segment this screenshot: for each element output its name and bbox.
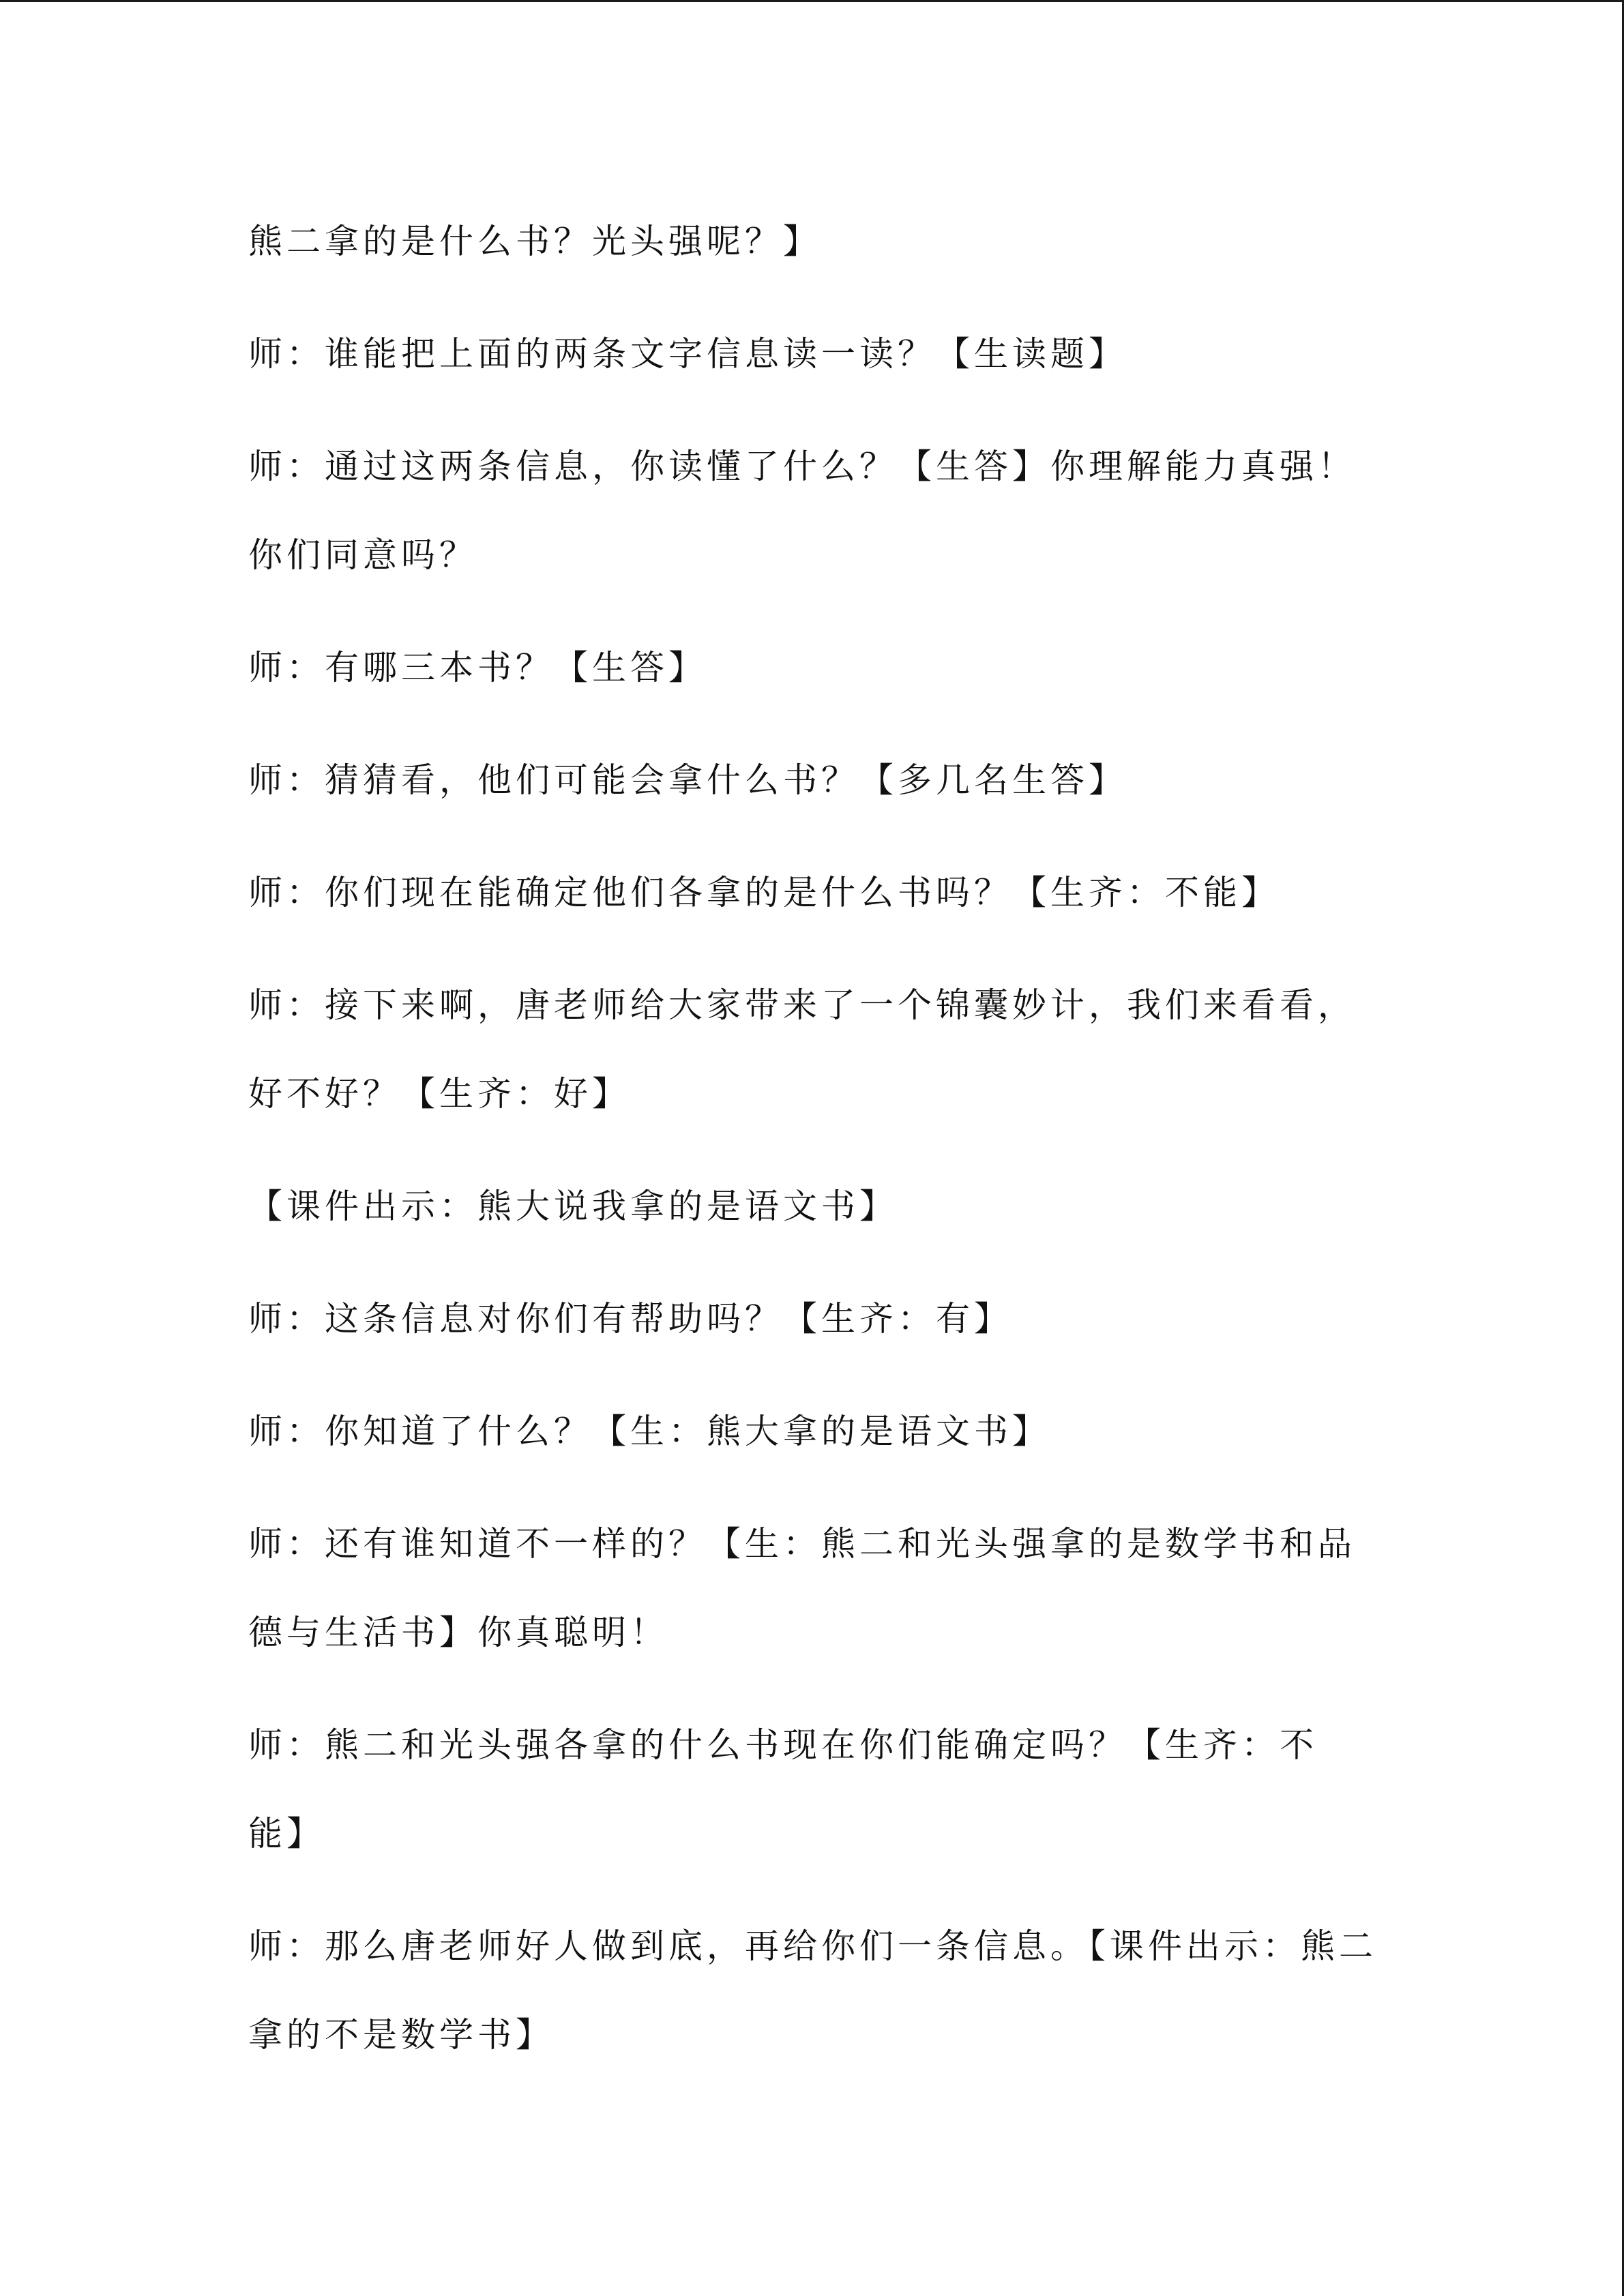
text-line: 拿的不是数学书】	[248, 2015, 554, 2055]
text-line: 师：通过这两条信息，你读懂了什么？【生答】你理解能力真强！	[248, 447, 1356, 486]
paragraph-teacher-understand	[248, 429, 1408, 606]
document-body	[248, 204, 1408, 2110]
text-line: 德与生活书】你真聪明！	[248, 1613, 668, 1652]
text-line: 【课件出示：熊大说我拿的是语文书】	[248, 1187, 898, 1226]
paragraph-teacher-different	[248, 1506, 1408, 1684]
text-line: 师：那么唐老师好人做到底，再给你们一条信息。【课件出示：熊二	[248, 1926, 1377, 1966]
paragraph-teacher-three-books	[248, 630, 1408, 719]
paragraph-teacher-xionger-determine	[248, 1708, 1408, 1885]
text-line: 能】	[248, 1814, 325, 1853]
text-line: 师：谁能把上面的两条文字信息读一读？【生读题】	[248, 334, 1127, 374]
text-line: 师：你们现在能确定他们各拿的是什么书吗？【生齐：不能】	[248, 873, 1280, 912]
text-line: 师：熊二和光头强各拿的什么书现在你们能确定吗？【生齐：不	[248, 1725, 1318, 1765]
paragraph-teacher-guess	[248, 743, 1408, 831]
paragraph-courseware-xiongda	[248, 1169, 1408, 1257]
text-line: 师：猜猜看，他们可能会拿什么书？【多几名生答】	[248, 760, 1127, 800]
text-line: 师：接下来啊，唐老师给大家带来了一个锦囊妙计，我们来看看，	[248, 985, 1356, 1025]
paragraph-continuation	[248, 204, 1408, 293]
text-line: 好不好？【生齐：好】	[248, 1074, 630, 1114]
text-line: 师：这条信息对你们有帮助吗？【生齐：有】	[248, 1299, 1012, 1339]
text-line: 师：你知道了什么？【生：熊大拿的是语文书】	[248, 1412, 1050, 1451]
text-line: 你们同意吗？	[248, 535, 477, 575]
paragraph-teacher-tips	[248, 968, 1408, 1145]
paragraph-teacher-more-info	[248, 1909, 1408, 2086]
paragraph-teacher-determine	[248, 855, 1408, 944]
paragraph-teacher-helpful	[248, 1281, 1408, 1370]
paragraph-teacher-read-info	[248, 316, 1408, 405]
text-line: 熊二拿的是什么书？光头强呢？】	[248, 222, 821, 261]
text-line: 师：有哪三本书？【生答】	[248, 648, 707, 687]
paragraph-teacher-what-know	[248, 1394, 1408, 1482]
text-line: 师：还有谁知道不一样的？【生：熊二和光头强拿的是数学书和品	[248, 1524, 1356, 1564]
